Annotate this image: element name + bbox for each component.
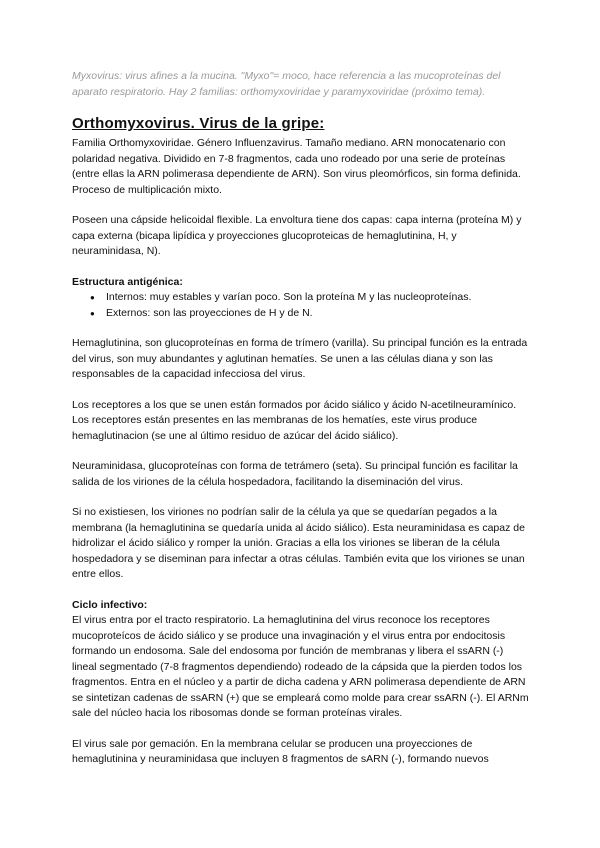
paragraph-hemagglutinin: Hemaglutinina, son glucoproteínas en forma de trímero (varilla). Su principal función es la entrada del virus, son muy abundantes y aglutinan hematíes. Se unen a las células diana y son las responsables de la capacidad infecciosa del virus. bbox=[72, 337, 528, 380]
list-item: ● Externos: son las proyecciones de H y de N. bbox=[106, 306, 530, 322]
paragraph-budding: El virus sale por gemación. En la membrana celular se producen una proyecciones de hemaglutinina y neuraminidasa que incluyen 8 fragmentos de sARN (-), formando nuevos bbox=[72, 737, 489, 765]
heading-antigenic-structure: Estructura antigénica: bbox=[72, 275, 183, 288]
antigen-list bbox=[72, 290, 530, 321]
list-item: ● Internos: muy estables y varían poco. Son la proteína M y las nucleoproteínas. bbox=[106, 290, 530, 306]
paragraph-receptors: Los receptores a los que se unen están formados por ácido siálico y ácido N-acetilneuramínico. Los receptores están presentes en las membranas de los hematíes, este virus produce hemaglutinacion (se une al último residuo de azúcar del ácido siálico). bbox=[72, 398, 517, 442]
paragraph-family: Familia Orthomyxoviridae. Género Influenzavirus. Tamaño mediano. ARN monocatenario con polaridad negativa. Dividido en 7-8 fragmentos, cada uno rodeado por una serie de proteínas (entre ellas la ARN polimerasa dependiente de ARN). Son virus pleomórficos, sin forma definida. Proceso de multiplicación mixto. bbox=[72, 137, 521, 196]
page-title: Orthomyxovirus. Virus de la gripe: bbox=[72, 115, 325, 132]
paragraph-capsid: Poseen una cápside helicoidal flexible. La envoltura tiene dos capas: capa interna (proteína M) y capa externa (bicapa lipídica y proyecciones glucoproteicas de hemaglutinina, H, y neuraminidasa, N). bbox=[72, 214, 522, 257]
paragraph-cycle: El virus entra por el tracto respiratorio. La hemaglutinina del virus reconoce los receptores mucoproteícos de ácido siálico y se produce una invaginación y el virus entra por endocitosis formando un endosoma. Sale del endosoma por función de membranas y libera el ssARN (-) lineal segmentado (7-8 fragmentos dependiendo) rodeado de la cápsida que la pierden todos los fragmentos. Entra en el núcleo y a partir de dicha cadena y ARN polimerasa dependiente de ARN se sintetizan cadenas de ssARN (+) que se empleará como molde para crear ssARN (-). El ARNm sale del núcleo hacia los ribosomas donde se forman proteínas virales. bbox=[72, 614, 529, 719]
heading-infective-cycle: Ciclo infectivo: bbox=[72, 598, 148, 611]
intro-note: Myxovirus: virus afines a la mucina. "Myxo"= moco, hace referencia a las mucoproteínas del aparato respiratorio. Hay 2 familias: orthomyxoviridae y paramyxoviridae (próximo tema). bbox=[72, 70, 501, 98]
paragraph-neuraminidase: Neuraminidasa, glucoproteínas con forma de tetrámero (seta). Su principal función es facilitar la salida de los viriones de la célula hospedadora, facilitando la diseminación del virus. bbox=[72, 460, 518, 488]
paragraph-release: Si no existiesen, los viriones no podrían salir de la célula ya que se quedarían pegados a la membrana (la hemaglutinina se quedaría unida al ácido siálico). Esta neuraminidasa es capaz de hidrolizar el ácido siálico y romper la unión. Gracias a ella los viriones se liberan de la célula hospedadora y se diseminan para infectar a otras células. También evita que los viriones se unan entre ellos. bbox=[72, 506, 525, 580]
